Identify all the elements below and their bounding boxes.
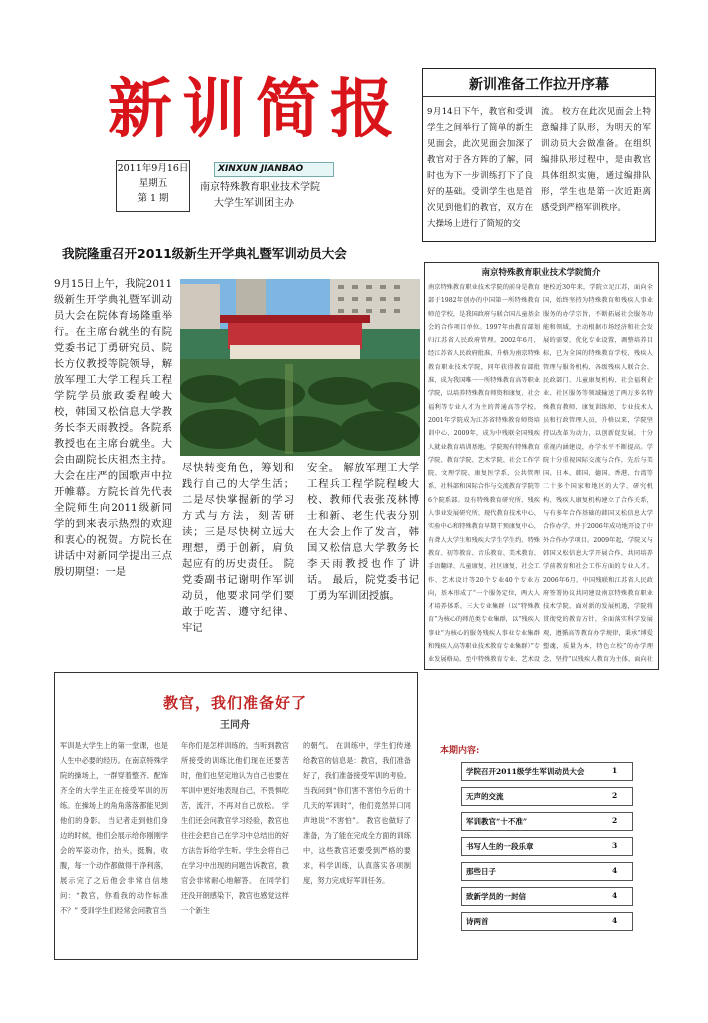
- toc-item-page: 4: [612, 866, 618, 875]
- toc-item[interactable]: [461, 762, 633, 781]
- toc-item-page: 3: [612, 841, 618, 850]
- toc-item-title: 那些日子: [466, 867, 496, 876]
- toc-item-page: 4: [612, 916, 618, 925]
- assembly-photo: [180, 279, 420, 456]
- toc-item-page: 1: [612, 766, 618, 775]
- intro-col2: 建校近30年来，学院立足江苏，面向全国，始终坚持为特殊教育和残疾人事业服务的办学宗旨，不断拓展社会服务功能和领域，主动根据市场经济和社会发展的需要，优化专业设置，调整培养目标，已为全国的特殊教育学校、残疾人管理与服务机构、各级残疾人联合会、民政部门、儿童康复机构、社会福利企业、社区服务等领域输送了两万多名特殊教育教师、康复训练师、专业技术人员和行政管理人员，升格以来，学院坚持以改革为动力，以创新促发展，十分重视内涵建设，办学水平不断提高。学院十分重视国际交流与合作，先后与美国、日本、韩国、德国、香港、台湾等二十多个国家和地区的大学、研究机构、残疾人康复机构建立了合作关系，与有多年合作基础的韩国又松信息大学合作办学，并于2006年成功地开设了中外合作办学项目。2009年起，学院又与韩国又松信息大学开展合作，共同培养学前教育和社会工作方面的专业人才。2006年6月，中国残联和江苏省人民政府签署协议共同建设南京特殊教育职业技术学院，面对新的发展机遇，学院将贯彻党的教育方针，全面落实科学发展观，遵循高等教育办学规律，秉承“博爱塑魂，质量为本，特色立校”的办学理念，坚持“以残疾人教育为主体，面向社: [543, 284, 653, 663]
- essay-author: 王同舟: [220, 720, 250, 731]
- main-article-col2: 尽快转变角色，筹划和践行自己的大学生活；二是尽快掌握新的学习方式与方法，刻苦研读；三是尽快树立远大理想，勇于创新，肩负起应有的历史责任。 院党委副书记谢明作军训动员，他要求同学们要敢于吃苦、遵守纪律、牢记: [182, 462, 294, 634]
- assembly-photo-image: [180, 279, 420, 456]
- issue-box: [116, 160, 190, 212]
- toc-item-title: 致新学员的一封信: [466, 892, 526, 901]
- essay-col1: 军训是大学生上的第一堂课，也是人生中必要的经历。在南京特殊学院的操场上，一群穿着整齐、配饰齐全的大学生正在接受军训的历练。在操场上的角角落落都能见到他们的身影。 当记者走到他们身边的时候，他们会展示给你刚刚学会的军姿动作，抬头，挺胸，收腹，每一个动作都做得干净利落，展示完了之后他会非常自信地问：“教官，你看我的动作标准不？” 受训学生们经常会问教官当: [60, 741, 168, 915]
- main-article-col1: 9月15日上午，我院2011级新生开学典礼暨军训动员大会在院体育场隆重举行。在主席台就坐的有院党委书记丁勇研究员、院长方仪教授等院领导，解放军理工大学工程兵工程学院学员旅政委程峻大校，韩国又松信息大学教务长李天雨教授。各院系教授也在主席台就坐。大会由副院长庆祖杰主持。大会在庄严的国歌声中拉开帷幕。方院长首先代表全院师生向2011级新同学的到来表示热烈的欢迎和衷心的祝贺。方院长在讲话中对新同学提出三点殷切期望：一是: [54, 278, 172, 578]
- main-headline: 我院隆重召开2011级新生开学典礼暨军训动员大会: [62, 246, 347, 261]
- intro-title: 南京特殊教育职业技术学院简介: [481, 268, 601, 278]
- toc-item[interactable]: [461, 912, 633, 931]
- intro-col1: 南京特殊教育职业技术学院的前身是教育部于1982年创办的中国第一所特殊教育师范学校，是我国政府与联合国儿童基金会的合作项目单位。1997年由教育部划归江苏省人民政府管理。2002年6月，经江苏省人民政府批准，升格为南京特殊教育职业技术学院，同年获得教育部批准，成为我国唯一一所特殊教育高等职业学院，以培养特殊教育师资和康复、社会福利等专业人才为主的普通高等学校。2001年学院成为江苏省特殊教育师资培训中心，2009年，成为中残联全国残疾人就业教育培训基地。学院现有特殊教育学院、教育学院、艺术学院、社会工作学院、文理学院、康复医学系、公共管理系、社科部和国际合作与交流教育学院等6个院系部。设有特殊教育研究所、残疾人事业发展研究所、现代教育技术中心、实验中心和特殊教育早期干预康复中心，有聋人大学生和残疾大学生学生约、特殊教育、初等教育、音乐教育、美术教育、手语翻译、儿童康复、社区康复、社会工作、艺术设计等20个专业40个专业方向，基本形成了“一个服务定位，两大人才培养体系，三大专业集群（以“特殊教育”为核心的师范类专业集群，以“残疾人事业”为核心的服务残疾人事业专业集群和残疾人高等职业技术教育专业集群）”专业发展格局。至中特殊教育专业、艺术设: [428, 284, 540, 663]
- toc-item-title: 军训教官“十不准”: [466, 817, 528, 826]
- top-article-col2: 流。 校方在此次见面会上特意编排了队形，为明天的军训动员大会做准备。在组织编排队形过程中，是由教官具体组织实施，通过编排队形，学生也是第一次近距离感受到严格军训秩序。: [541, 107, 651, 213]
- essay-col2: 年你们是怎样训练的，当听到教官所接受的训练比他们现在还要苦时，他们也坚定地认为自己也要在军训中更好地表现自己，不畏惧吃苦，流汗，不再对自己放松。 学生们还会问教官学习经验，教官也往往会把自己在学习中总结出的好方法告诉给学生听。学生会将自己在学习中出现的问题告诉教官，教官会非常耐心地解答。 在同学们还没开朗感染下，教官也感觉这样一个新生: [181, 741, 289, 915]
- main-article-col3: 安全。 解放军理工大学工程兵工程学院程峻大校、教师代表张茂林博士和新、老生代表分别在大会上作了发言，韩国又松信息大学教务长李天雨教授也作了讲话。 最后，院党委书记丁勇为军训团授旗。: [307, 462, 419, 602]
- toc-item[interactable]: [461, 887, 633, 906]
- issue-date: 2011年9月16日: [117, 163, 189, 174]
- top-article-title: 新训准备工作拉开序幕: [469, 77, 609, 93]
- toc-item-page: 2: [612, 791, 618, 800]
- masthead-title: 新训简报: [108, 72, 404, 147]
- toc-item-title: 学院召开2011级学生军训动员大会: [466, 767, 585, 776]
- toc-item[interactable]: [461, 787, 633, 806]
- masthead-pinyin: XINXUN JIANBAO: [214, 162, 334, 177]
- toc-item-title: 诗两首: [466, 917, 489, 926]
- toc-item[interactable]: [461, 837, 633, 856]
- sponsor: [200, 180, 320, 212]
- sponsor-school: 南京特殊教育职业技术学院: [200, 182, 320, 193]
- sponsor-unit: 大学生军训团主办: [214, 198, 294, 209]
- essay-title: 教官，我们准备好了: [162, 694, 307, 712]
- issue-number: 第 1 期: [137, 193, 169, 204]
- toc-item-page: 2: [612, 816, 618, 825]
- toc-item-title: 书写人生的一段乐章: [466, 842, 534, 851]
- essay-col3: 的朝气。 在训练中，学生们传递给教官的信息是：教官，我们准备好了，我们准备接受军训的考验。 当我问到“你们害不害怕今后的十几天的军训时”，他们竟然异口同声地说“不害怕”。 教官也做好了准备，为了能在完成全方面的训练中，这些教官还要受到严格的要求，科学训练，认真落实各项制度，努力完成好军训任务。: [303, 741, 411, 885]
- issue-weekday: 星期五: [138, 178, 168, 189]
- toc-title: 本期内容:: [440, 746, 480, 756]
- top-article-col1: 9月14日下午，教官和受训学生之间举行了简单的新生见面会，此次见面会加深了教官对于各方阵的了解，同时也为下一步训练打下了良好的基础。受训学生也是首次见到他们的教官，双方在大操场上进行了简短的交: [427, 107, 533, 229]
- toc-item-title: 无声的交流: [466, 792, 504, 801]
- toc-item[interactable]: [461, 812, 633, 831]
- toc-item[interactable]: [461, 862, 633, 881]
- top-article-rule: [422, 96, 656, 97]
- toc-item-page: 4: [612, 891, 618, 900]
